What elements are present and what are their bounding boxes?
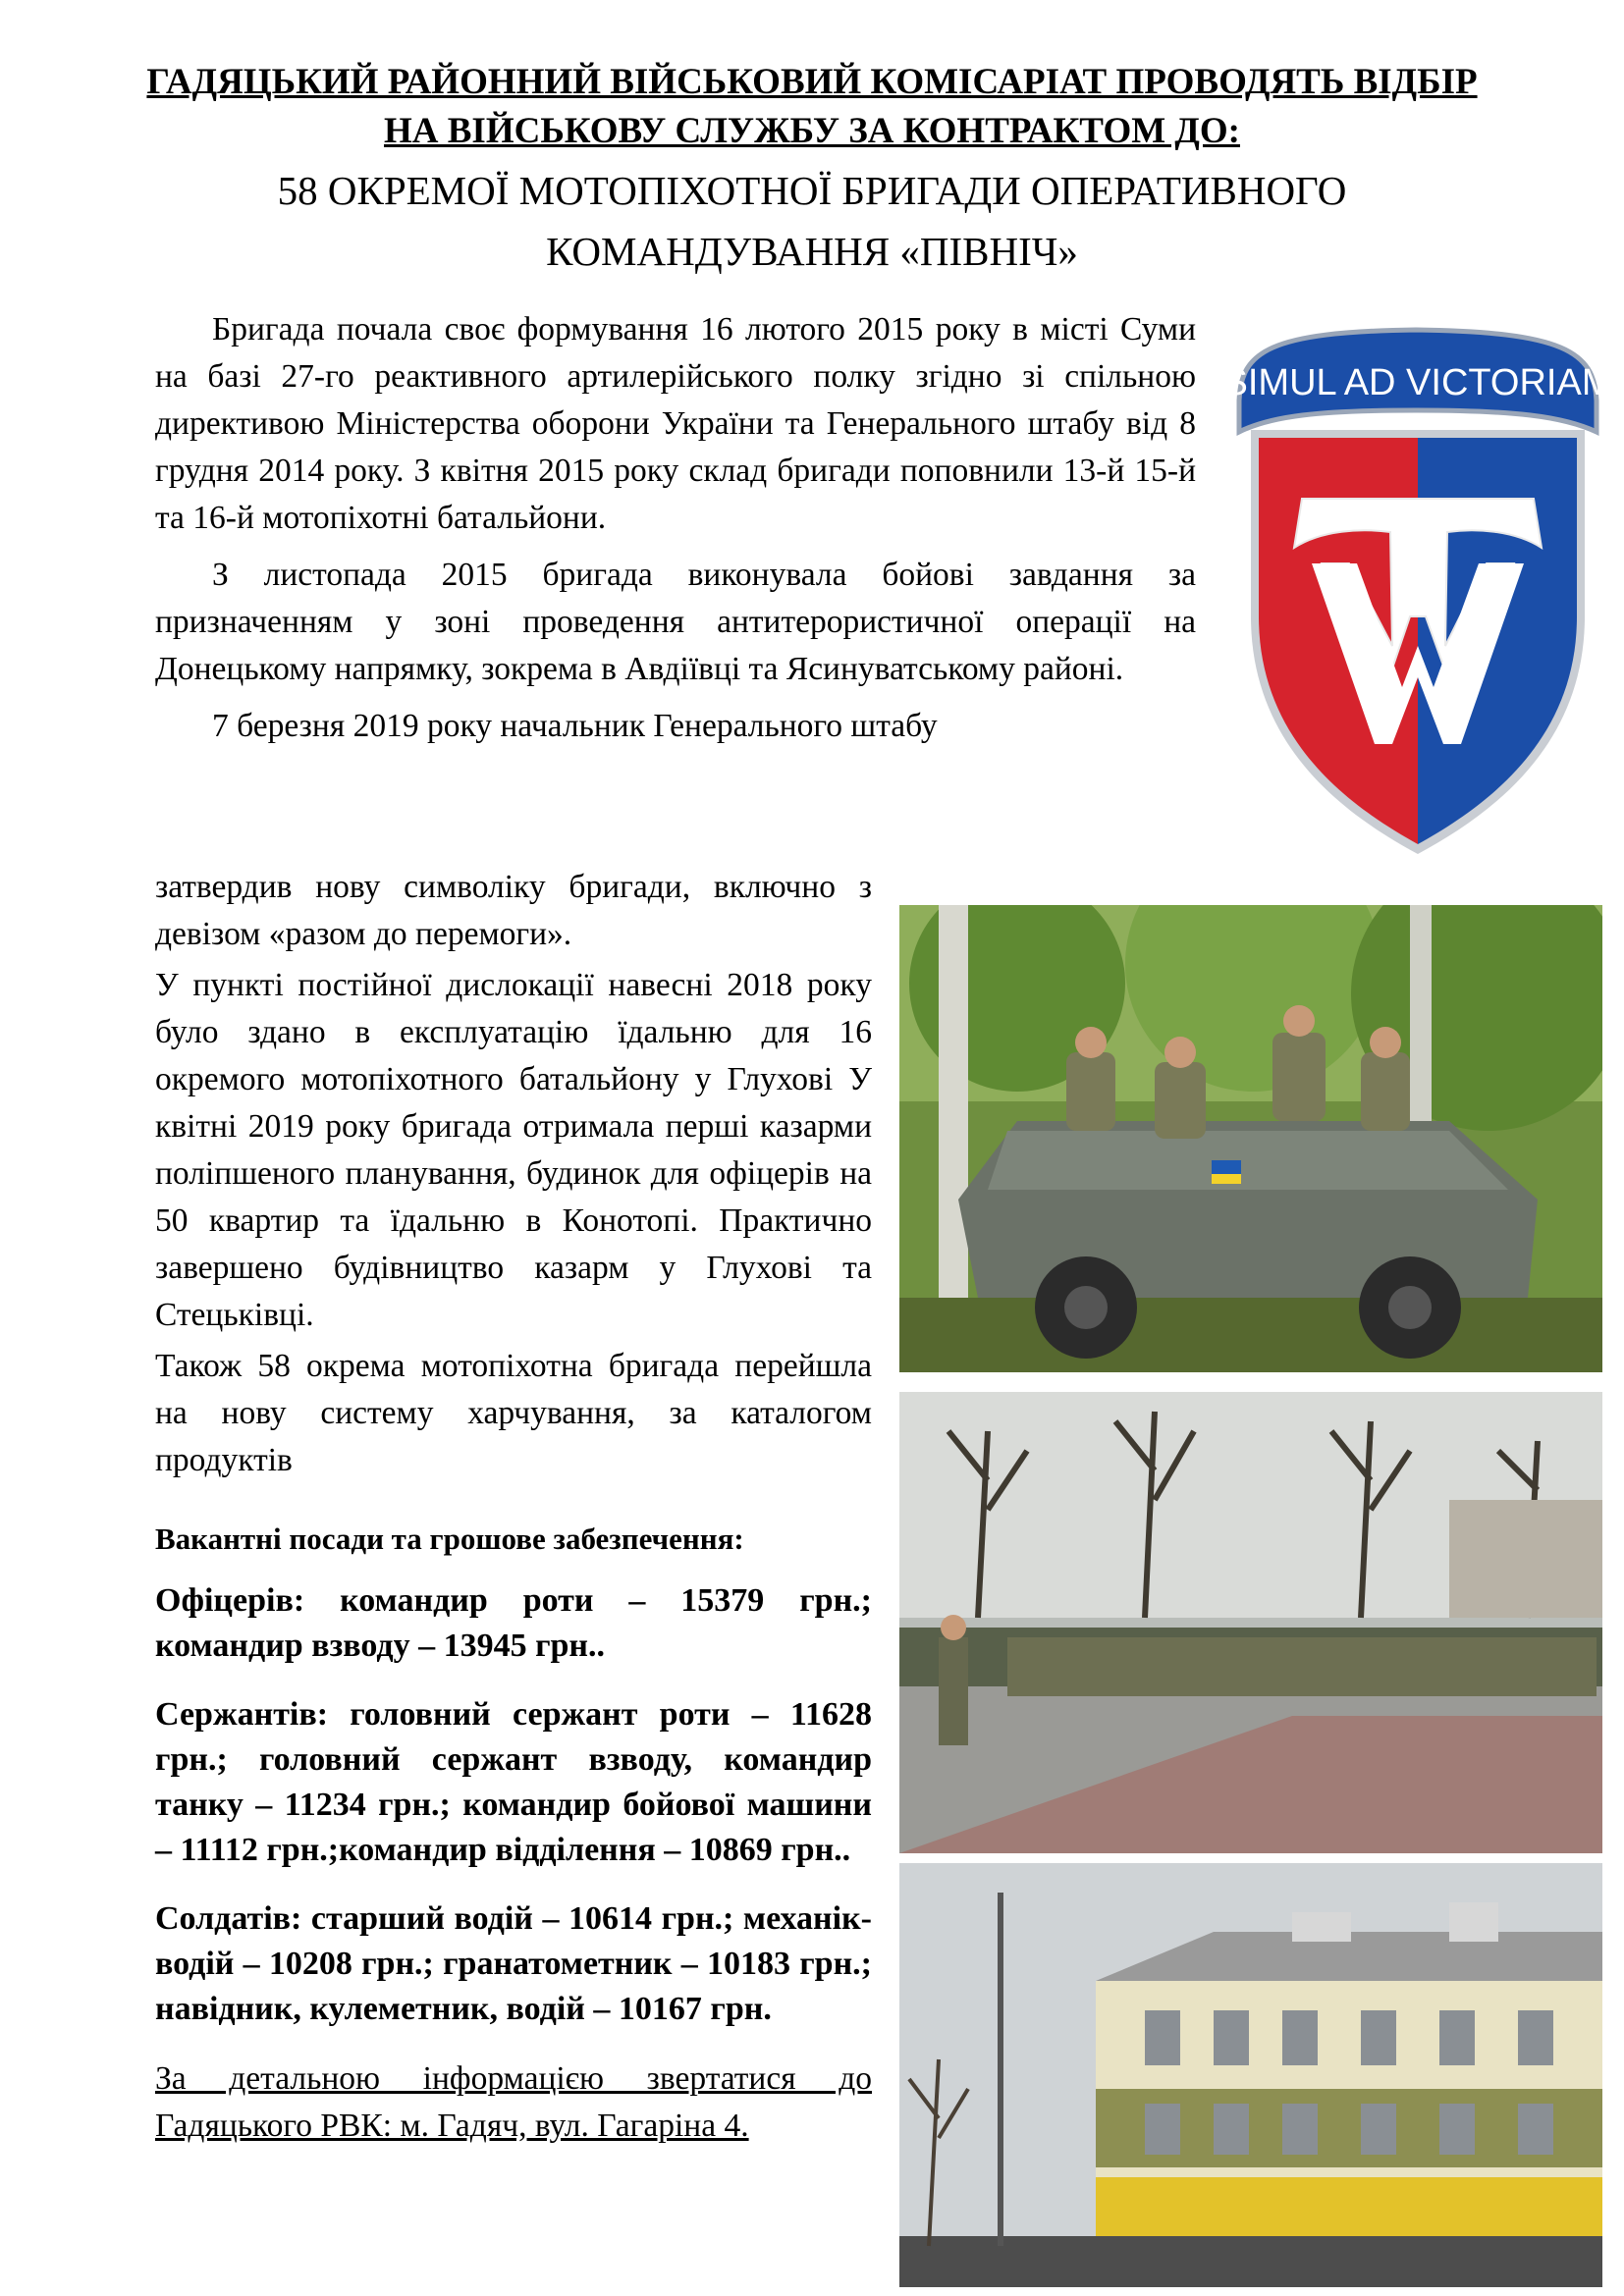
photo-soldiers-on-vehicle	[899, 905, 1602, 1372]
page-subtitle-line-2: КОМАНДУВАННЯ «ПІВНІЧ»	[546, 229, 1078, 274]
vacancies-officers: Офіцерів: командир роти – 15379 грн.; командир взводу – 13945 грн..	[155, 1582, 872, 1664]
body-text-block	[155, 306, 1196, 750]
paragraph-formation: Бригада почала своє формування 16 лютого 2015 року в місті Суми на базі 27-го реактивного артилерійського полку згідно зі спільною директивою Міністерства оборони України та Генерального штабу від 8 грудня 2014 року. З квітня 2015 року склад бригади поповнили 13-й 15-й та 16-й мотопіхотні батальйони.	[155, 311, 1196, 536]
paragraph-symbols-end: затвердив нову символіку бригади, включно з девізом «разом до перемоги».	[155, 869, 872, 952]
paragraph-symbols-start: 7 березня 2019 року начальник Генерального штабу	[212, 708, 938, 744]
paragraph-infrastructure: У пункті постійної дислокації навесні 2018 року було здано в експлуатацію їдальню для 16 окремого мотопіхотного батальйону у Глухові У квітні 2019 року бригада отримала перші казарми поліпшеного планування, будинок для офіцерів на 50 квартир та їдальню в Конотопі. Практично завершено будівництво казарм у Глухові та Стецьківці.	[155, 967, 872, 1333]
paragraph-ato: З листопада 2015 бригада виконувала бойові завдання за призначенням у зоні проведення антитерористичної операції на Донецькому напрямку, зокрема в Авдіївці та Ясинуватському районі.	[155, 557, 1196, 687]
brigade-emblem	[1229, 322, 1606, 858]
vacancies-title: Вакантні посади та грошове забезпечення:	[155, 1522, 744, 1556]
page-subtitle-line-1: 58 ОКРЕМОЇ МОТОПІХОТНОЇ БРИГАДИ ОПЕРАТИВНОГО	[277, 168, 1347, 213]
emblem-motto: SIMUL AD VICTORIAM	[1229, 362, 1606, 403]
paragraph-nutrition: Також 58 окрема мотопіхотна бригада перейшла на нову систему харчування, за каталогом продуктів	[155, 1348, 872, 1478]
photo-brigade-formation	[899, 1392, 1602, 1853]
vacancies-soldiers: Солдатів: старший водій – 10614 грн.; механік-водій – 10208 грн.; гранатометник – 10183 грн.; навідник, кулеметник, водій – 10167 грн.	[155, 1900, 872, 2027]
shield-icon	[1229, 322, 1606, 858]
vacancies-sergeants: Сержантів: головний сержант роти – 11628 грн.; головний сержант взводу, командир танку – 11234 грн.; командир бойової машини – 11112 грн.;командир відділення – 10869 грн..	[155, 1696, 872, 1868]
photo-barracks-building	[899, 1863, 1602, 2287]
body-text-narrow-block	[155, 864, 872, 2150]
page-title-line-1: ГАДЯЦЬКИЙ РАЙОННИЙ ВІЙСЬКОВИЙ КОМІСАРІАТ ПРОВОДЯТЬ ВІДБІР	[146, 62, 1478, 102]
page-title-line-2: НА ВІЙСЬКОВУ СЛУЖБУ ЗА КОНТРАКТОМ ДО:	[384, 111, 1240, 151]
contact-info: За детальною інформацією звертатися до Гадяцького РВК: м. Гадяч, вул. Гагаріна 4.	[155, 2060, 872, 2144]
